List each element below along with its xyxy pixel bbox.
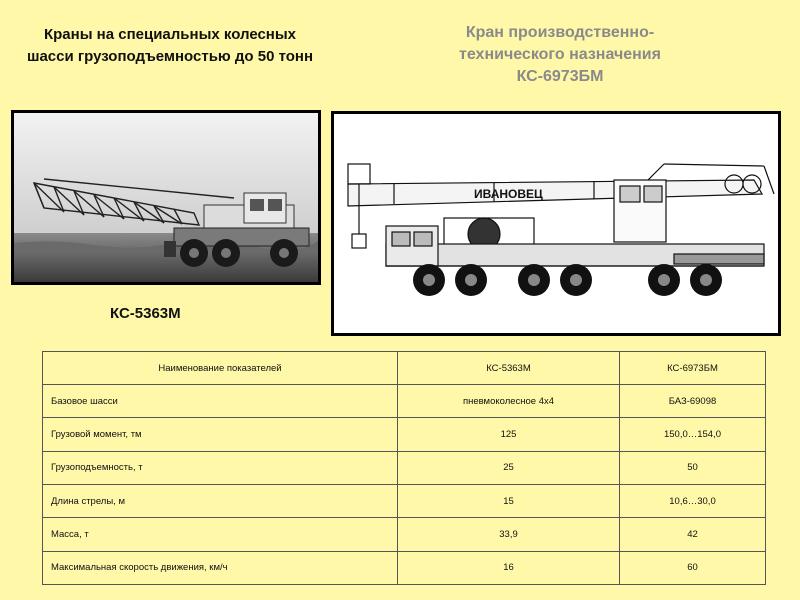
right-title-line1: Кран производственно- xyxy=(465,24,655,41)
cell-ks6973bm: 150,0…154,0 xyxy=(620,418,766,451)
crane-drawing xyxy=(331,111,781,336)
cell-ks5363m: 16 xyxy=(398,551,620,584)
table-row xyxy=(43,484,766,517)
table-row xyxy=(43,518,766,551)
cell-ks6973bm: 60 xyxy=(620,551,766,584)
table-header-row xyxy=(43,352,766,385)
table-row xyxy=(43,385,766,418)
cell-ks5363m: 33,9 xyxy=(398,518,620,551)
crane-drawing-image xyxy=(334,114,778,333)
cell-ks6973bm: БАЗ-69098 xyxy=(620,385,766,418)
cell-ks5363m: 15 xyxy=(398,484,620,517)
drawing-brand-text: ИВАНОВЕЦ xyxy=(474,187,543,201)
cell-ks5363m: пневмоколесное 4х4 xyxy=(398,385,620,418)
photo-model-label: КС-5363М xyxy=(110,305,181,322)
cell-parameter: Базовое шасси xyxy=(43,385,398,418)
cell-ks6973bm: 50 xyxy=(620,451,766,484)
table-row xyxy=(43,418,766,451)
table-row xyxy=(43,451,766,484)
header-ks6973bm: КС-6973БМ xyxy=(620,352,766,385)
header-parameter: Наименование показателей xyxy=(43,352,398,385)
header-ks5363m: КС-5363М xyxy=(398,352,620,385)
cell-parameter: Масса, т xyxy=(43,518,398,551)
cell-parameter: Длина стрелы, м xyxy=(43,484,398,517)
right-title xyxy=(420,22,700,88)
table-row xyxy=(43,551,766,584)
cell-ks5363m: 25 xyxy=(398,451,620,484)
cell-parameter: Грузовой момент, тм xyxy=(43,418,398,451)
left-title: Краны на специальных колесных шасси грузоподъемностью до 50 тонн xyxy=(26,26,314,65)
right-title-line3: КС-6973БМ xyxy=(516,68,604,85)
cell-parameter: Максимальная скорость движения, км/ч xyxy=(43,551,398,584)
cell-parameter: Грузоподъемность, т xyxy=(43,451,398,484)
spec-table xyxy=(42,351,766,585)
crane-photo xyxy=(11,110,321,285)
crane-photo-image xyxy=(14,113,318,282)
cell-ks6973bm: 10,6…30,0 xyxy=(620,484,766,517)
cell-ks6973bm: 42 xyxy=(620,518,766,551)
cell-ks5363m: 125 xyxy=(398,418,620,451)
right-title-line2: технического назначения xyxy=(459,46,661,63)
